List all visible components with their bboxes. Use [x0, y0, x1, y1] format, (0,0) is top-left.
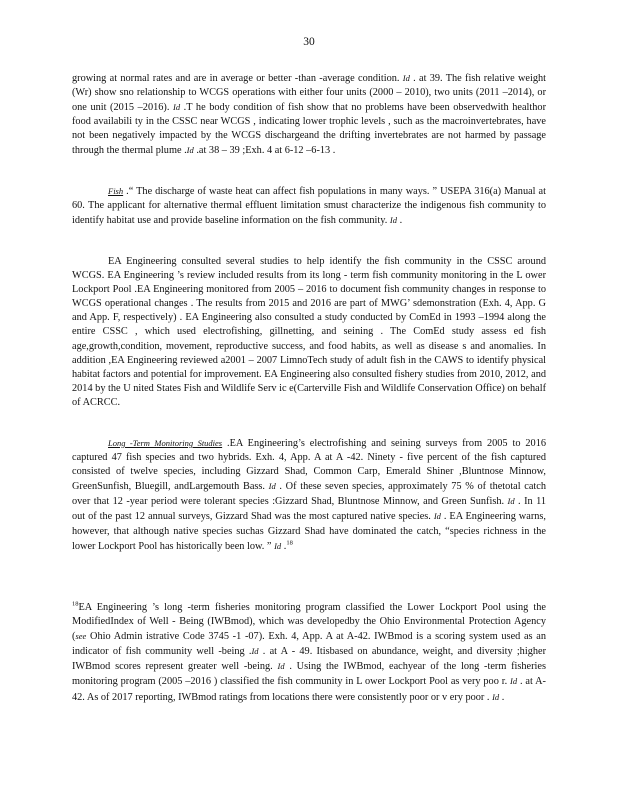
paragraph-text: EA Engineering consulted several studies to help identify the fish community in the CSSC around WCGS. EA Engineering ’s review included results from its long - term fish community monitoring in the L ower Lockport Pool .EA Engineering monitored from 2005 – 2016 to document fish community changes in response to WCGS operational changes . The results from 2015 and 2016 are part of MWG’ sdemonstration (Exh. 4, App. G and App. F, respectively) . EA Engineering also consulted a study conducted by ComEd in 1993 –1994 along the entire CSSC , which used electrofishing, gillnetting, and seining . The ComEd study assess ed fish age,growth,condition, movement, reproductive success, and food habits, as well as disease s and anomalies. In addition ,EA Engineering reviewed a2001 – 2007 LimnoTech study of adult fish in the CAWS to identify physical habitat factors and potential for improvement. EA Engineering also consulted fishery studies from 2010, 2012, and 2014 by the U nited States Fish and Wildlife Serv ic e(Carterville Fish and Wildlife Conservation Office) on behalf of ACRCC.: [72, 256, 546, 408]
footnote-text: . at A - 49. Itisbased on abundance, weight, and diversity ;higher IWBmod scores represent greater well -being.: [72, 646, 546, 673]
citation-id: Id: [433, 511, 441, 522]
citation-id: Id: [186, 145, 194, 156]
citation-id: Id: [268, 481, 276, 492]
citation-id: Id: [492, 691, 500, 702]
citation-id: Id: [251, 646, 259, 657]
paragraph-text: .: [281, 540, 287, 552]
citation-id: Id: [277, 661, 285, 672]
paragraph-fish-condition: [72, 71, 546, 159]
paragraph-text: .at 38 – 39 ;Exh. 4 at 6-12 –6-13 .: [193, 145, 336, 157]
paragraph-ea-engineering-studies: [72, 255, 546, 410]
footnote-text: Ohio Admin istrative Code 3745 -1 -07). Exh. 4, App. A at A-42. IWBmod is a scoring system used as an indicator of fish community well -being .: [72, 631, 546, 658]
paragraph-text: . at 39. The fish relative weight (Wr) show sno relationship to WCGS operations with either four units (2000 – 2010), two units (2011 –2014), or one unit (2015 –2016).: [72, 73, 546, 114]
footnote-text: .: [499, 691, 505, 703]
citation-id: Id: [402, 73, 410, 83]
paragraph-text: . Of these seven species, approximately 75 % of thetotal catch over that 12 -year period were tolerant species :Gizzard Shad, Bluntnose Minnow, and Green Sunfish.: [72, 481, 546, 508]
section-heading-long-term-monitoring: Long -Term Monitoring Studies: [108, 438, 223, 448]
footnote-18: [72, 601, 546, 705]
paragraph-text: . EA Engineering warns, however, that although native species suchas Gizzard Shad have dominated the catch, “species richness in the lower Lockport Pool has historically been low. ”: [72, 511, 546, 552]
citation-id: Id: [510, 676, 518, 687]
footnote-reference[interactable]: 18: [286, 539, 293, 547]
footnote-text: . Using the IWBmod, eachyear of the long -term fisheries monitoring program (2005 –2016 ) classified the fish community in L ower Lockport Pool as very poo r.: [72, 661, 546, 688]
paragraph-fish: [72, 184, 546, 228]
citation-id: Id: [172, 102, 181, 113]
citation-see: see: [75, 631, 87, 642]
paragraph-text: .: [397, 215, 403, 227]
page-number: 30: [303, 36, 315, 48]
footnote-text: EA Engineering ’s long -term fisheries monitoring program classified the Lower Lockport Pool using the ModifiedIndex of Well - Being (IWBmod), which was developedby the Ohio Environmental Protection Agency (: [72, 602, 546, 643]
paragraph-text: .EA Engineering’s electrofishing and seining surveys from 2005 to 2016 captured 47 fish species and two hybrids. Exh. 4, App. A at A -42. Ninety - five percent of the fish captured consisted of twelve species, including Gizzard Shad, Common Carp, Emerald Shiner ,Bluntnose Minnow, GreenSunfish, Bluegill, andLargemouth Bass.: [72, 438, 546, 493]
paragraph-text: growing at normal rates and are in average or better -than -average condition.: [72, 73, 403, 84]
citation-id: Id: [274, 540, 282, 551]
paragraph-text: .T he body condition of fish show that no problems have been observedwith healthor food availabili ty in the CSSC near WCGS , indicating lower trophic levels , such as the macroinvertebrates, have not been negatively impacted by the WCGS dischargeand the drifting invertebrates are not harmed by passage through the thermal plume .: [72, 102, 546, 157]
citation-id: Id: [507, 496, 515, 507]
footnote-marker: 18: [72, 600, 79, 608]
paragraph-text: .“ The discharge of waste heat can affect fish populations in many ways. ” USEPA 316(a) Manual at 60. The applicant for alternative thermal effluent limitation smust characterize the indigenous fish community to identify habitat use and provide baseline information on the fish community.: [72, 186, 546, 227]
paragraph-long-term-monitoring: [72, 436, 546, 554]
footnote-text: . at A-42. As of 2017 reporting, IWBmod ratings from locations there were consistently poor or v ery poor .: [72, 676, 546, 703]
section-heading-fish: Fish: [108, 186, 124, 196]
citation-id: Id: [389, 215, 397, 226]
paragraph-text: . In 11 out of the past 12 annual surveys, Gizzard Shad was the most captured native species.: [72, 496, 546, 523]
